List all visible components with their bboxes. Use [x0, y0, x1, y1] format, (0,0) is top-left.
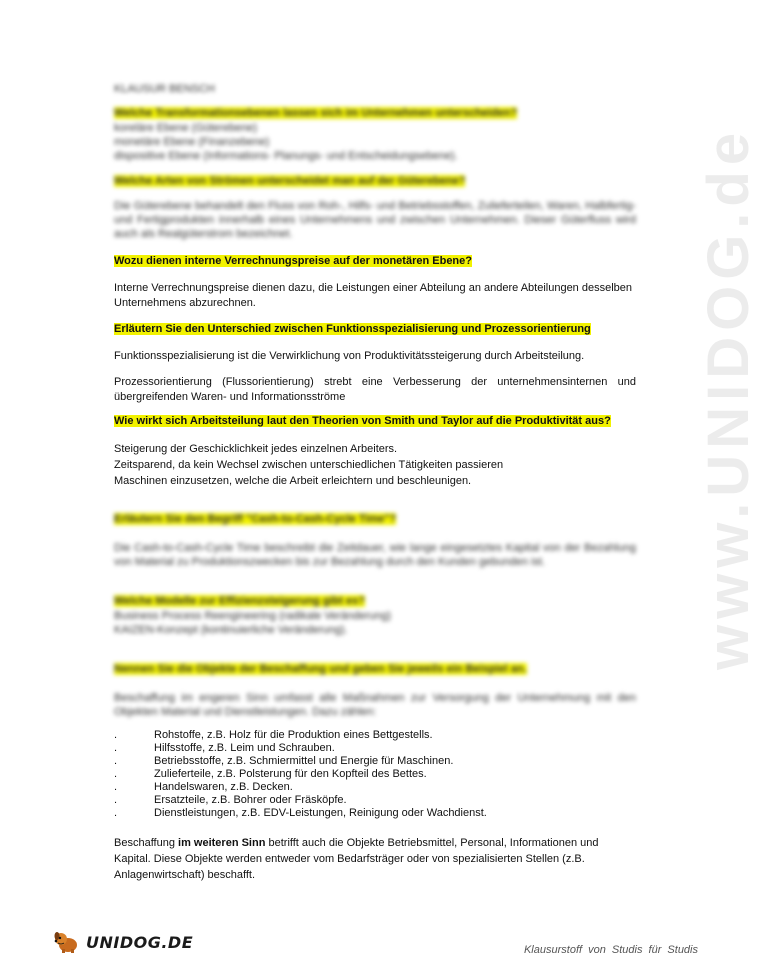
answer-1-line: koreläre Ebene (Güterebene)	[114, 122, 258, 134]
brand-text: UNIDOG.DE	[86, 932, 194, 952]
list-item: . Zulieferteile, z.B. Polsterung für den Kopfteil des Bettes.	[114, 768, 427, 780]
answer-4b: Prozessorientierung (Flussorientierung) strebt eine Verbesserung der unternehmensinternen und übergreifenden Waren- und Informationsströme	[114, 376, 636, 403]
answer-1-line: dispositive Ebene (Informations- Planungs- und Entscheidungsebene).	[114, 150, 458, 162]
question-block-5	[114, 414, 654, 489]
header-title: KLAUSUR BENSCH	[114, 83, 215, 95]
footer-tagline: Klausurstoff von Studis für Studis	[523, 944, 698, 956]
question-5: Wie wirkt sich Arbeitsteilung laut den Theorien von Smith und Taylor auf die Produktivität aus?	[114, 415, 611, 427]
question-block-1	[114, 106, 636, 163]
answer-6: Die Cash-to-Cash-Cycle Time beschreibt die Zeitdauer, wie lange eingesetztes Kapital von der Bezahlung von Material zu Produktionszwecken bis zur Bezahlung durch den Kunden gebunden ist.	[114, 542, 636, 568]
answer-7-line: Business Process Reengineering (radikale Veränderung)	[114, 610, 391, 622]
question-6: Erläutern Sie den Begriff "Cash-to-Cash-Cycle Time"?	[114, 513, 397, 525]
question-7: Welche Modelle zur Effizienzsteigerung gibt es?	[114, 595, 365, 607]
question-8: Nennen Sie die Objekte der Beschaffung und geben Sie jeweils ein Beispiel an.	[114, 663, 527, 675]
question-block-4	[114, 322, 636, 405]
list-item: . Rohstoffe, z.B. Holz für die Produktion eines Bettgestells.	[114, 729, 433, 741]
beschaffung-list	[114, 729, 634, 820]
question-block-6	[114, 512, 636, 569]
answer-2: Die Güterebene behandelt den Fluss von Roh-, Hilfs- und Betriebsstoffen, Zulieferteilen, Waren, Halbfertig- und Fertigprodukten innerhalb eines Unternehmens und zwischen Unternehmen. Dieser Güterfluss wird auch als Realgüterstrom bezeichnet.	[114, 200, 636, 240]
unidog-logo	[52, 930, 193, 954]
answer-3: Interne Verrechnungspreise dienen dazu, die Leistungen einer Abteilung an andere Abteilungen desselben Unternehmens abzurechnen.	[114, 282, 633, 309]
answer-5-line: Zeitsparend, da kein Wechsel zwischen unterschiedlichen Tätigkeiten passieren	[114, 459, 504, 471]
answer-8-intro: Beschaffung im engeren Sinn umfasst alle Maßnahmen zur Versorgung der Unternehmung mit den Objekten Material und Dienstleistungen. Dazu zählen:	[114, 692, 636, 718]
question-2: Welche Arten von Strömen unterscheidet man auf der Güterebene?	[114, 175, 466, 187]
answer-4a: Funktionsspezialisierung ist die Verwirklichung von Produktivitätssteigerung durch Arbeitsteilung.	[114, 350, 585, 362]
question-block-3	[114, 254, 636, 311]
dog-mascot-icon	[52, 930, 82, 954]
answer-5-line: Maschinen einzusetzen, welche die Arbeit erleichtern und beschleunigen.	[114, 475, 472, 487]
closing-paragraph: Beschaffung im weiteren Sinn betrifft auch die Objekte Betriebsmittel, Personal, Informationen und Kapital. Diese Objekte werden entweder vom Bedarfsträger oder von spezialisierten Stellen (z.B. Anlagenwirtschaft) beschafft.	[114, 837, 599, 881]
question-1: Welche Transformationsebenen lassen sich im Unternehmen unterscheiden?	[114, 107, 518, 119]
list-item: . Hilfsstoffe, z.B. Leim und Schrauben.	[114, 742, 335, 754]
question-4: Erläutern Sie den Unterschied zwischen Funktionsspezialisierung und Prozessorientierung	[114, 323, 591, 335]
question-3: Wozu dienen interne Verrechnungspreise auf der monetären Ebene?	[114, 255, 472, 267]
list-item: . Ersatzteile, z.B. Bohrer oder Fräsköpfe.	[114, 794, 347, 806]
answer-7-line: KAIZEN-Konzept (kontinuierliche Veränderung).	[114, 624, 348, 636]
answer-5-line: Steigerung der Geschicklichkeit jedes einzelnen Arbeiters.	[114, 443, 398, 455]
closing-bold: im weiteren Sinn	[178, 837, 266, 849]
list-item: . Betriebsstoffe, z.B. Schmiermittel und Energie für Maschinen.	[114, 755, 454, 767]
list-item: . Handelswaren, z.B. Decken.	[114, 781, 293, 793]
list-item: . Dienstleistungen, z.B. EDV-Leistungen, Reinigung oder Wachdienst.	[114, 807, 487, 819]
question-block-2	[114, 174, 636, 241]
watermark-text: www.UNIDOG.de	[696, 126, 761, 670]
answer-1-line: monetäre Ebene (Finanzebene)	[114, 136, 270, 148]
question-block-8	[114, 662, 636, 719]
question-block-7	[114, 594, 636, 637]
